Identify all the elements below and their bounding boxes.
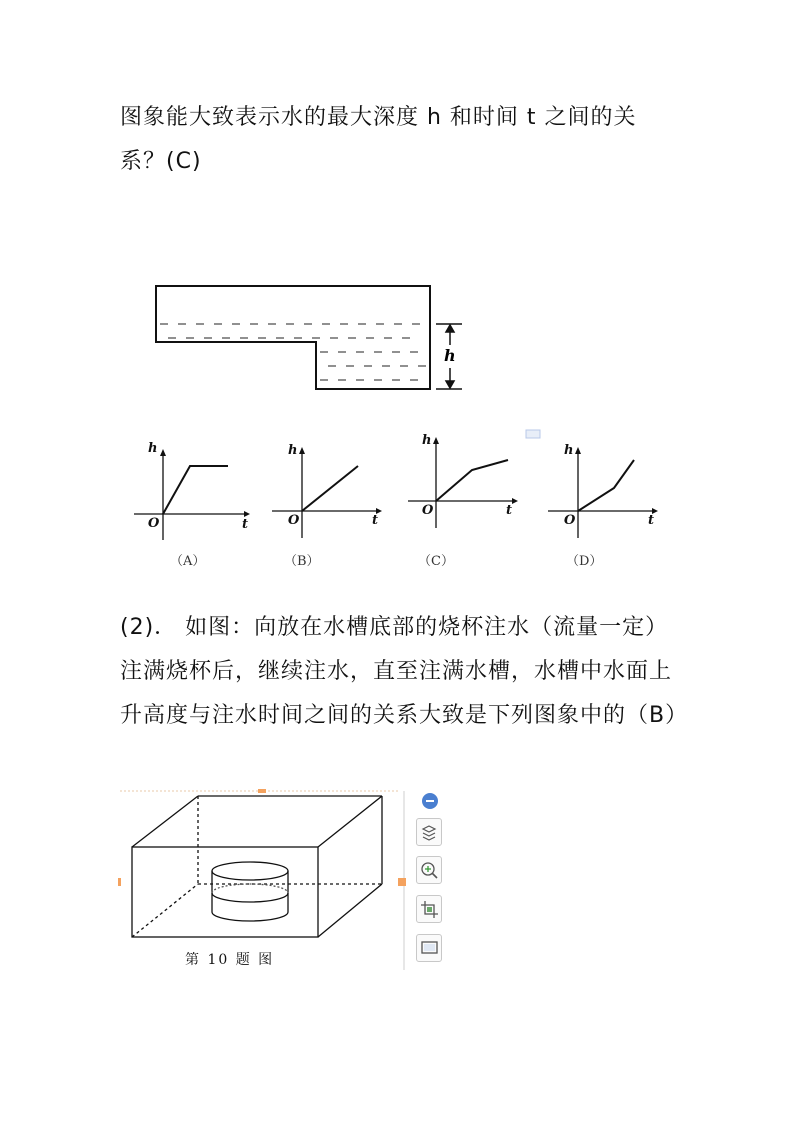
- question-2-text: [120, 606, 689, 738]
- graph-d-origin-label: O: [564, 513, 576, 528]
- resize-handle-top[interactable]: [258, 789, 266, 793]
- minus-circle-icon[interactable]: [422, 793, 438, 809]
- graph-b-caption: （B）: [284, 554, 320, 569]
- graph-d-h-label: h: [564, 443, 574, 458]
- water-trough-diagram: [132, 796, 382, 937]
- graph-b-t-label: t: [372, 513, 379, 528]
- question-2-body: (2)． 如图：向放在水槽底部的烧杯注水（流量一定）注满烧杯后，继续注水，直至注满水槽，水槽中水面上升高度与注水时间之间的关系大致是下列图象中的（B）: [120, 615, 689, 728]
- graph-b-h-label: h: [288, 443, 298, 458]
- graph-a-origin-label: O: [148, 516, 160, 531]
- graph-c-t-label: t: [506, 503, 513, 518]
- graph-a-t-label: t: [242, 517, 249, 532]
- graph-c-h-label: h: [422, 433, 432, 448]
- water-dashes: [160, 324, 426, 380]
- graph-d-t-label: t: [648, 513, 655, 528]
- depth-h-label: h: [444, 346, 456, 365]
- layers-icon[interactable]: [416, 818, 442, 846]
- frame-icon[interactable]: [416, 934, 442, 962]
- resize-handle-right[interactable]: [398, 878, 406, 886]
- graph-d-caption: （D）: [566, 554, 603, 569]
- image-placeholder-icon: [526, 430, 540, 438]
- figure-2-caption: 第 10 题 图: [185, 952, 275, 968]
- graph-a-caption: （A）: [170, 554, 206, 569]
- graph-a-h-label: h: [148, 441, 158, 456]
- question-1-line: 图象能大致表示水的最大深度 h 和时间 t 之间的关系？(C): [120, 105, 637, 174]
- graph-c-caption: （C）: [418, 554, 454, 569]
- zoom-in-icon[interactable]: [416, 856, 442, 884]
- graph-c-origin-label: O: [422, 503, 434, 518]
- crop-icon[interactable]: [416, 895, 442, 923]
- resize-handle-left[interactable]: [118, 878, 121, 886]
- graph-b-origin-label: O: [288, 513, 300, 528]
